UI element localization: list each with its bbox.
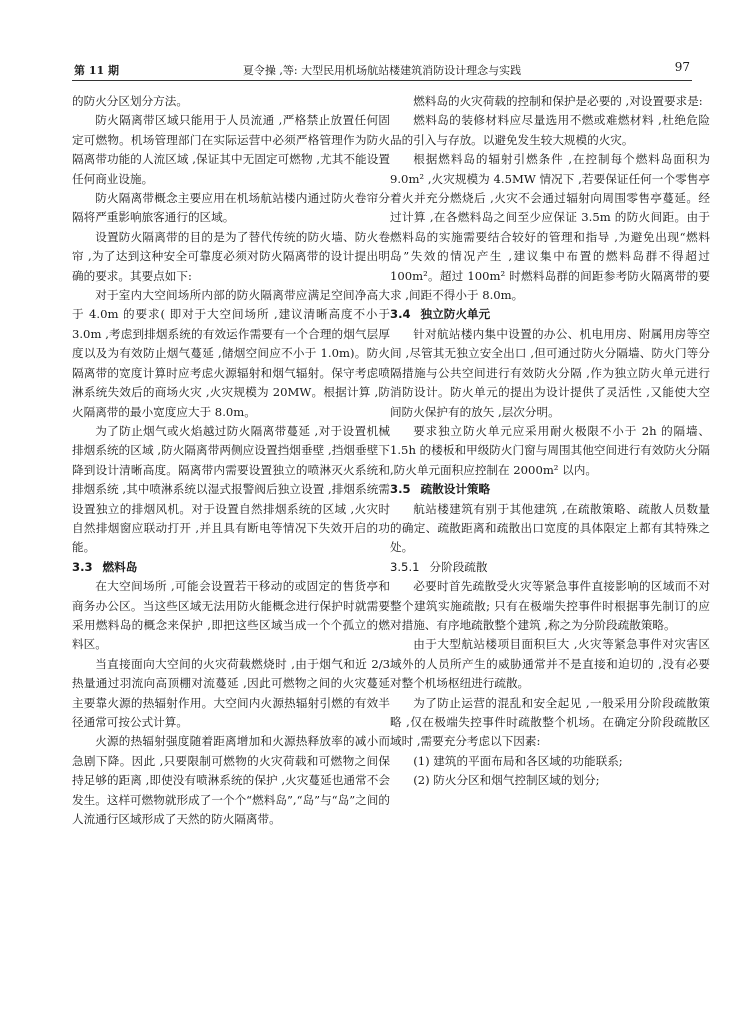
section-number: 3.5.1: [390, 559, 420, 574]
paragraph: 由于大型航站楼项目面积巨大 ,火灾等紧急事件对灾害区域外的人员所产生的威胁通常并不是直接和迫切的 ,没有必要对整个机场枢纽进行疏散。: [390, 637, 710, 691]
paragraph: 必要时首先疏散受火灾等紧急事件直接影响的区域而不对整个建筑实施疏散; 只有在极端失控事件时根据事先制订的应对措施、有序地疏散整个建筑 ,称之为分阶段疏散策略。: [390, 579, 710, 632]
running-header: [72, 58, 692, 81]
paragraph: 对于室内大空间场所内部的防火隔离带应满足空间净高大于 4.0m 的要求( 即对于大空间场所 ,建议清晰高度不小于 3.0m ,考虑到排烟系统的有效运作需要有一个合理的烟气层厚度以及为有效防止烟气蔓延 ,储烟空间应不小于 1.0m)。防火隔离带的宽度计算时应考虑火源辐射和烟气辐射。保守考虑喷淋系统失效后的商场火灾 ,火灾规模为 20MW。根据计算 ,防火隔离带的最小宽度应大于 8.0m。: [72, 288, 390, 419]
section-heading-3-5: [390, 480, 710, 499]
paragraph: 当直接面向大空间的火灾荷载燃烧时 ,由于烟气和近 2/3 热量通过羽流向高顶棚对流蔓延 ,因此可燃物之间的火灾蔓延主要靠火源的热辐射作用。大空间内火源热辐射引燃的有效半径通常可按公式计算。: [72, 656, 390, 729]
right-column: [390, 92, 710, 791]
paragraph: 防火隔离带区域只能用于人员流通 ,严格禁止放置任何固定可燃物。机场管理部门在实际运营中必须严格管理作为防火隔离带功能的人流区域 ,保证其中无固定可燃物 ,尤其不能设置任何商业设施。: [72, 113, 390, 186]
section-number: 3.5: [390, 482, 411, 497]
section-title: 燃料岛: [102, 559, 138, 574]
section-heading-3-4: [390, 305, 710, 324]
page-number: 97: [674, 60, 690, 74]
section-number: 3.4: [390, 307, 411, 322]
paragraph: 在大空间场所 ,可能会设置若干移动的或固定的售货亭和商务办公区。当这些区域无法用防火能概念进行保护时就需要采用燃料岛的概念来保护 ,即把这些区域当成一个个孤立的燃料区。: [72, 579, 390, 652]
section-title: 独立防火单元: [420, 307, 491, 322]
paragraph: 防火隔离带概念主要应用在机场航站楼内通过防火卷帘分隔将严重影响旅客通行的区域。: [72, 191, 390, 225]
section-title: 分阶段疏散: [429, 559, 488, 574]
list-item: (2) 防火分区和烟气控制区域的划分;: [413, 773, 600, 788]
paragraph: 为了防止烟气或火焰越过防火隔离带蔓延 ,对于设置机械排烟系统的区域 ,防火隔离带两侧应设置挡烟垂壁 ,挡烟垂壁下降到设计清晰高度。隔离带内需要设置独立的喷淋灭火系统和排烟系统 ,其中喷淋系统以湿式报警阀后独立设置 ,排烟系统需设置独立的排烟风机。对于设置自然排烟系统的区域 ,火灾时自然排烟窗应联动打开 ,并且具有断电等情况下失效开启的功能。: [72, 423, 390, 555]
paragraph: 火源的热辐射强度随着距离增加和火源热释放率的减小而急剧下降。因此 ,只要限制可燃物的火灾荷载和可燃物之间保持足够的距离 ,即使没有喷淋系统的保护 ,火灾蔓延也通常不会发生。这样可燃物就形成了一个个“燃料岛”,“岛”与“岛”之间的人流通行区域形成了天然的防火隔离带。: [72, 734, 390, 827]
running-title: 夏令操 ,等: 大型民用机场航站楼建筑消防设计理念与实践: [242, 64, 522, 77]
list-item: (1) 建筑的平面布局和各区域的功能联系;: [413, 753, 623, 768]
paragraph: 为了防止运营的混乱和安全起见 ,一般采用分阶段疏散策略 ,仅在极端失控事件时疏散整个机场。在确定分阶段疏散区域时 ,需要充分考虑以下因素:: [390, 695, 710, 749]
paragraph: 燃料岛的火灾荷载的控制和保护是必要的 ,对设置要求是:: [413, 94, 703, 108]
paragraph: 设置防火隔离带的目的是为了替代传统的防火墙、防火卷帘 ,为了达到这种安全可靠度必须对防火隔离带的设计提出明确的要求。其要点如下:: [72, 229, 390, 283]
paragraph: 航站楼建筑有别于其他建筑 ,在疏散策略、疏散人员数量的确定、疏散距离和疏散出口宽度的具体限定上都有其特殊之处。: [390, 501, 710, 555]
paragraph: 燃料岛的装修材料应尽量选用不燃或难燃材料 ,杜绝危险品的引入与存放。以避免发生较大规模的火灾。: [390, 113, 710, 147]
issue-number: 第 11 期: [74, 64, 119, 77]
section-title: 疏散设计策略: [420, 482, 491, 497]
paragraph: 要求独立防火单元应采用耐火极限不小于 2h 的隔墙、1.5h 的楼板和甲级防火门窗与周围其他空间进行有效防火分隔 ,防火单元面积应控制在 2000m² 以内。: [390, 423, 710, 477]
paragraph: 根据燃料岛的辐射引燃条件 ,在控制每个燃料岛面积为 9.0m² ,火灾规模为 4.5MW 情况下 ,若要保证任何一个零售亭着火并充分燃烧后 ,火灾不会通过辐射向周围零售亭蔓延。经过计算 ,在各燃料岛之间至少应保证 3.5m 的防火间距。由于燃料岛的实施需要结合较好的管理和指导 ,为避免出现“燃料岛”失效的情况产生 ,建议集中布置的燃料岛群不得超过 100m²。超过 100m² 时燃料岛群的间距参考防火隔离带的要求 ,间距不得小于 8.0m。: [390, 152, 710, 303]
left-column: [72, 92, 390, 829]
paragraph: 针对航站楼内集中设置的办公、机电用房、附属用房等空间 ,尽管其无独立安全出口 ,但可通过防火分隔墙、防火门等分隔措施与公共空间进行有效防火分隔 ,作为独立防火单元进行消防设计。防火单元的提出为设计提供了灵活性 ,又能使大空间防火保护有的放矢 ,层次分明。: [390, 326, 710, 419]
section-number: 3.3: [72, 559, 93, 574]
paragraph: 的防火分区划分方法。: [72, 94, 188, 108]
section-heading-3-3: [72, 558, 390, 577]
section-heading-3-5-1: [390, 558, 710, 577]
